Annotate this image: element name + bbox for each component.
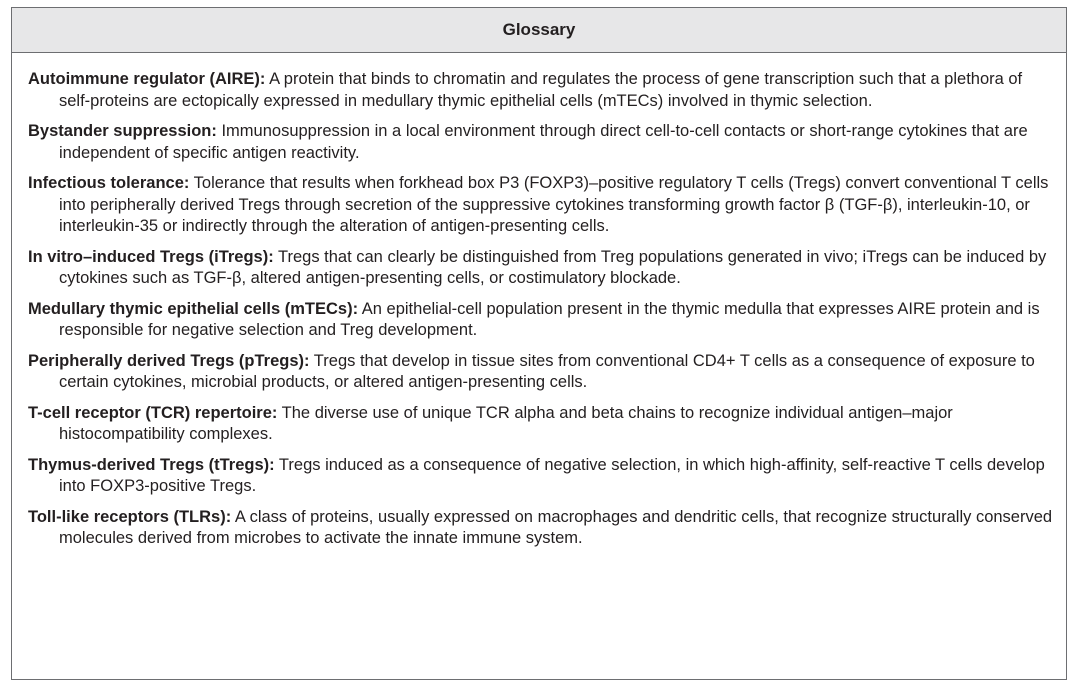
glossary-entry-ttregs <box>28 455 1056 498</box>
glossary-entry-bystander-suppression <box>28 121 1056 164</box>
glossary-term: Medullary thymic epithelial cells (mTECs): <box>28 299 359 318</box>
glossary-definition: A protein that binds to chromatin and regulates the process of gene transcription such that a plethora of self-proteins are ectopically expressed in medullary thymic epithelial cells (mTECs) involved in thymic selection. <box>59 70 1023 110</box>
glossary-entry-tlrs <box>28 507 1056 550</box>
glossary-entry-ptregs <box>28 351 1056 394</box>
glossary-definition: Tregs that can clearly be distinguished from Treg populations generated in vivo; iTregs can be induced by cytokines such as TGF-β, altered antigen-presenting cells, or costimulatory blockade. <box>59 247 1047 287</box>
glossary-definition: Immunosuppression in a local environment through direct cell-to-cell contacts or short-range cytokines that are independent of specific antigen reactivity. <box>59 122 1028 162</box>
glossary-definition: An epithelial-cell population present in the thymic medulla that expresses AIRE protein and is responsible for negative selection and Treg development. <box>59 299 1040 339</box>
glossary-entry-infectious-tolerance <box>28 173 1056 238</box>
glossary-term: In vitro–induced Tregs (iTregs): <box>28 247 274 266</box>
glossary-term: Infectious tolerance: <box>28 174 190 192</box>
glossary-entry-mtecs <box>28 299 1056 342</box>
glossary-entry-itregs <box>28 247 1056 290</box>
glossary-title: Glossary <box>12 8 1066 53</box>
glossary-box <box>11 7 1067 680</box>
glossary-term: Toll-like receptors (TLRs): <box>28 507 232 526</box>
glossary-term: Autoimmune regulator (AIRE): <box>28 70 266 88</box>
glossary-term: Bystander suppression: <box>28 122 217 140</box>
glossary-term: T-cell receptor (TCR) repertoire: <box>28 403 278 422</box>
glossary-definition: Tregs induced as a consequence of negative selection, in which high-affinity, self-reactive T cells develop into FOXP3-positive Tregs. <box>59 455 1045 495</box>
glossary-term: Peripherally derived Tregs (pTregs): <box>28 351 310 370</box>
glossary-definition: Tolerance that results when forkhead box P3 (FOXP3)–positive regulatory T cells (Tregs) convert conventional T cells into peripherally derived Tregs through secretion of the suppressive cytokines transforming growth factor β (TGF-β), interleukin-10, or interleukin-35 or indirectly through the alteration of antigen-presenting cells. <box>59 174 1049 235</box>
glossary-definition: The diverse use of unique TCR alpha and beta chains to recognize individual antigen–major histocompatibility complexes. <box>59 403 953 443</box>
glossary-term: Thymus-derived Tregs (tTregs): <box>28 455 275 474</box>
glossary-entry-aire <box>28 69 1056 112</box>
glossary-list <box>12 53 1066 550</box>
glossary-definition: Tregs that develop in tissue sites from conventional CD4+ T cells as a consequence of exposure to certain cytokines, microbial products, or altered antigen-presenting cells. <box>59 351 1035 391</box>
glossary-entry-tcr-repertoire <box>28 403 1056 446</box>
glossary-definition: A class of proteins, usually expressed on macrophages and dendritic cells, that recognize structurally conserved molecules derived from microbes to activate the innate immune system. <box>59 507 1053 547</box>
